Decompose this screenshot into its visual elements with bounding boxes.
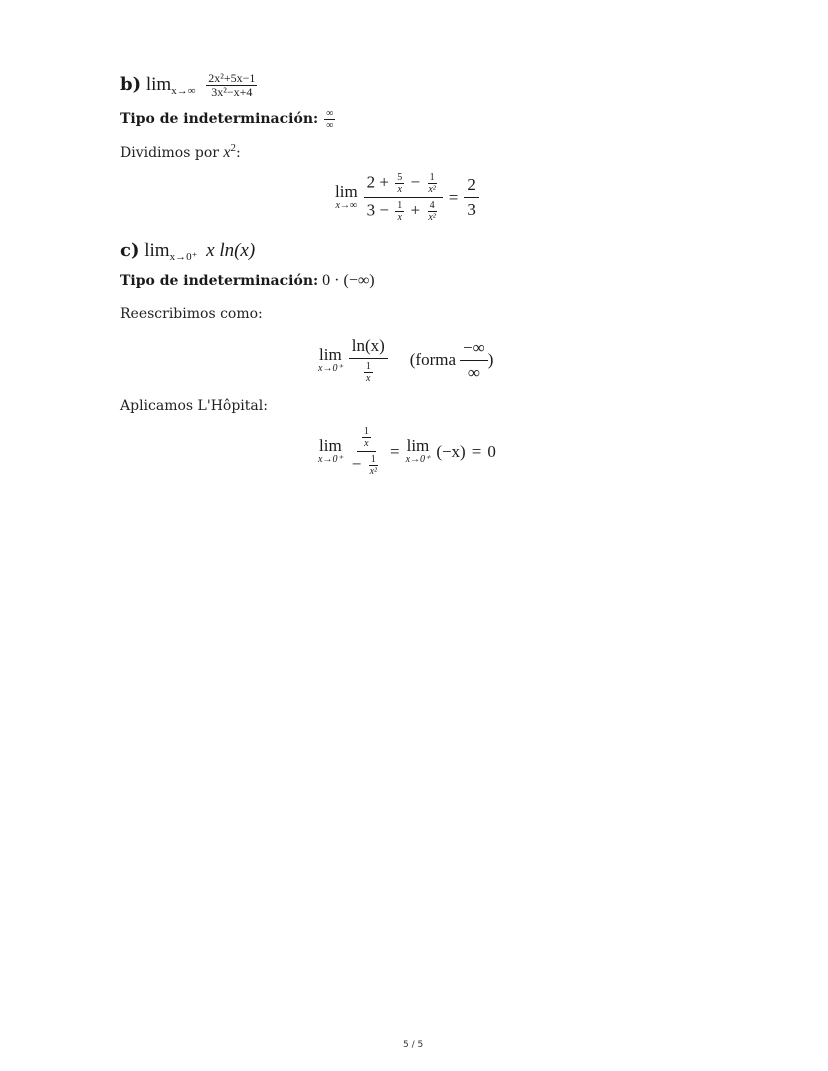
lim2-word: lim xyxy=(406,436,430,455)
lim-word: lim xyxy=(319,436,342,455)
divide-var: x xyxy=(223,144,231,161)
result-den: 3 xyxy=(467,200,476,219)
num-op: − xyxy=(410,172,421,192)
lhopital-num-num: 1 xyxy=(363,426,369,437)
page-number: 5 / 5 xyxy=(403,1040,424,1050)
result-num: 2 xyxy=(464,175,479,198)
part-b-lim: lim xyxy=(145,74,172,96)
equals-sign-2: = xyxy=(471,441,482,461)
num-f1 xyxy=(395,172,404,195)
divide-label: Dividimos por xyxy=(120,145,219,161)
lim2-sub: x→0⁺ xyxy=(405,454,431,465)
part-c-tipo-label: Tipo de indeterminación: xyxy=(120,273,319,289)
part-c-lim: lim xyxy=(144,240,170,261)
part-b-numerator: 2x²+5x−1 xyxy=(208,71,256,85)
lhopital-num-den: x xyxy=(364,438,369,449)
lhopital-fraction xyxy=(349,426,384,477)
part-b-display-fraction xyxy=(364,172,443,223)
part-c-tipo-value: 0 · (−∞) xyxy=(322,272,375,289)
rewrite-den-den: x xyxy=(366,373,371,384)
lhopital-result: 0 xyxy=(487,441,496,461)
part-c-lhopital-equation xyxy=(318,426,496,477)
rewrite-num: ln(x) xyxy=(349,336,388,359)
forma-close: ) xyxy=(487,350,494,369)
equals-sign-1: = xyxy=(390,441,400,461)
lim-sub: x→0⁺ xyxy=(318,362,343,374)
den-f2-num: 4 xyxy=(429,200,435,211)
num-f1-den: x xyxy=(397,184,402,195)
forma-num: −∞ xyxy=(460,338,488,361)
part-b-lim-sub: x→∞ xyxy=(171,85,196,98)
rewrite-lim xyxy=(318,346,343,375)
lhopital-num xyxy=(357,426,376,452)
lhopital-den xyxy=(349,452,384,477)
den-f2-den: x² xyxy=(428,212,436,223)
den-f1 xyxy=(395,200,404,223)
part-c-letter: c) xyxy=(120,240,140,261)
den-a: 3 − xyxy=(366,200,390,220)
forma-open: (forma xyxy=(409,350,457,369)
part-c-rewrite-text: Reescribimos como: xyxy=(120,306,263,322)
num-a: 2 + xyxy=(366,172,390,192)
lhopital-lim xyxy=(318,437,343,466)
divide-exp: 2 xyxy=(230,142,237,154)
part-c-lhopital-text: Aplicamos L'Hôpital: xyxy=(120,398,268,414)
part-b-fraction xyxy=(206,72,257,99)
lhopital-result-expr: (−x) xyxy=(436,441,466,461)
part-b-letter: b) xyxy=(120,74,142,96)
part-b-heading xyxy=(120,72,259,99)
den-f2 xyxy=(426,200,437,223)
lhopital-num-frac xyxy=(362,426,371,449)
part-c-expr: x ln(x) xyxy=(206,240,256,261)
part-b-tipo-num: ∞ xyxy=(326,108,334,119)
part-c-heading xyxy=(120,240,255,262)
lhopital-den-frac xyxy=(368,454,379,477)
lhopital-den-num: 1 xyxy=(370,454,376,465)
num-f2 xyxy=(426,172,437,195)
part-b-denominator: 3x²−x+4 xyxy=(211,85,253,100)
part-b-display-numerator xyxy=(364,172,443,198)
part-b-divide-text xyxy=(120,144,241,162)
part-b-display-denominator xyxy=(364,198,443,223)
part-b-tipo-den: ∞ xyxy=(326,120,334,131)
part-c-rewrite-equation xyxy=(318,336,493,384)
part-c-lim-sub: x→0⁺ xyxy=(169,251,198,263)
lhopital-den-den: x² xyxy=(369,466,377,477)
rewrite-fraction xyxy=(349,336,388,384)
den-op: + xyxy=(410,200,421,220)
part-b-tipo-label: Tipo de indeterminación: xyxy=(120,111,319,128)
lhopital-den-sign: − xyxy=(351,454,362,474)
rewrite-den-num: 1 xyxy=(365,361,371,372)
equals-sign: = xyxy=(448,187,459,207)
part-c-tipo xyxy=(120,272,375,290)
den-f1-den: x xyxy=(397,212,402,223)
lhopital-lim-2 xyxy=(406,437,431,466)
rewrite-den-frac xyxy=(364,361,373,384)
part-b-tipo-fraction xyxy=(324,108,335,131)
num-f1-num: 5 xyxy=(397,172,403,183)
lim-sub: x→0⁺ xyxy=(318,454,343,465)
part-b-tipo xyxy=(120,108,337,131)
num-f2-den: x² xyxy=(428,184,436,195)
num-f2-num: 1 xyxy=(429,172,435,183)
den-f1-num: 1 xyxy=(397,200,403,211)
rewrite-den xyxy=(359,359,378,384)
divide-colon: : xyxy=(236,145,241,161)
part-b-display-equation xyxy=(335,172,479,223)
part-b-result-fraction xyxy=(464,175,479,220)
lim-sub: x→∞ xyxy=(335,200,358,211)
forma-fraction xyxy=(460,338,488,383)
forma-den: ∞ xyxy=(467,362,480,382)
lim-word: lim xyxy=(335,182,358,201)
part-b-display-lim xyxy=(335,183,358,212)
lim-word: lim xyxy=(319,344,342,364)
